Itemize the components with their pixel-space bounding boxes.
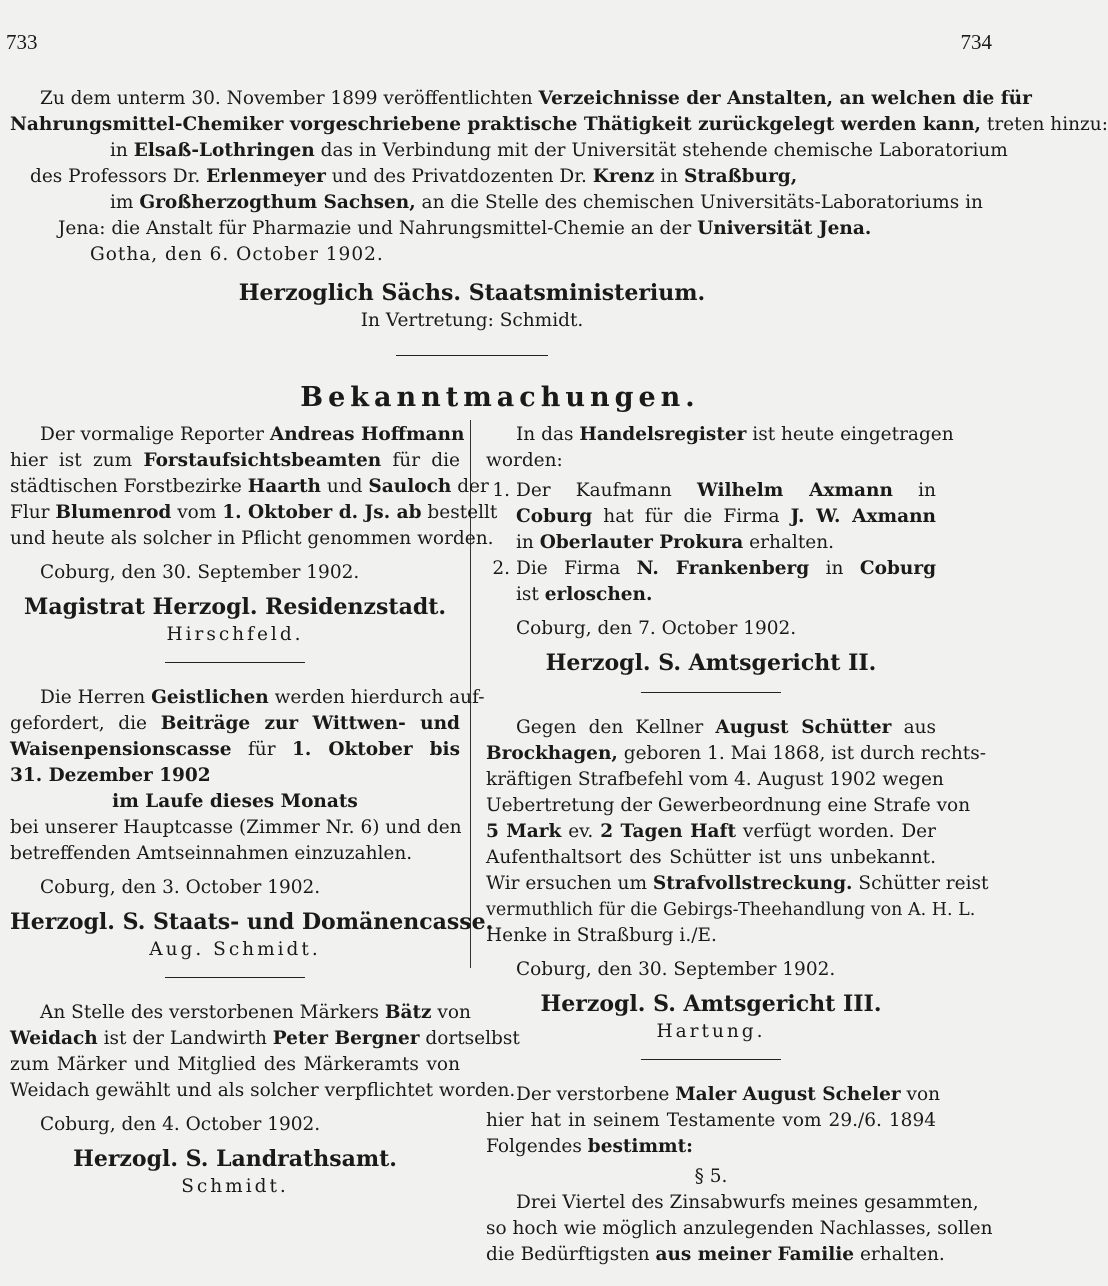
notice-line: hier ist zum Forstaufsichtsbeamten für die — [10, 450, 461, 471]
notice-line: In das Handelsregister ist heute eingetragen — [516, 424, 954, 445]
notice-line: Die Herren Geistlichen werden hierdurch auf- — [40, 687, 485, 708]
signer: Hartung. — [656, 1021, 766, 1042]
right-column — [486, 422, 993, 1280]
signer: Aug. Schmidt. — [149, 939, 321, 960]
separator — [165, 977, 305, 978]
signature: Herzogl. S. Staats- und Domänencasse. — [10, 909, 494, 935]
top-notice — [10, 86, 1108, 334]
signature: Herzogl. S. Amtsgericht II. — [545, 650, 877, 676]
notice-line: hier hat in seinem Testamente vom 29./6. 1894 — [486, 1110, 936, 1131]
notice-line: bei unserer Hauptcasse (Zimmer Nr. 6) und den — [10, 817, 462, 838]
notice-line: Aufenthaltsort des Schütter ist uns unbekannt. — [486, 847, 936, 868]
separator — [165, 662, 305, 663]
notice-line: kräftigen Strafbefehl vom 4. August 1902 wegen — [486, 769, 944, 790]
notice-forstaufsicht — [10, 422, 498, 648]
top-dateline: Gotha, den 6. October 1902. — [90, 244, 384, 265]
signer: Hirschfeld. — [166, 624, 304, 645]
page-number-left: 733 — [6, 30, 38, 54]
top-p2-line-1: im Großherzogthum Sachsen, an die Stelle des chemischen Universitäts-Laboratoriums in — [110, 192, 983, 213]
notice-line: Henke in Straßburg i./E. — [486, 925, 717, 946]
dateline: Coburg, den 30. September 1902. — [516, 959, 836, 980]
top-intro-line-1: Zu dem unterm 30. November 1899 veröffentlichten Verzeichnisse der Anstalten, an welchen die für — [40, 88, 1032, 109]
notice-line: städtischen Forstbezirke Haarth und Sauloch der — [10, 476, 489, 497]
separator — [641, 692, 781, 693]
notice-line: Der vormalige Reporter Andreas Hoffmann — [40, 424, 465, 445]
notice-beitraege — [10, 685, 494, 963]
notice-line: Drei Viertel des Zinsabwurfs meines gesammten, — [516, 1192, 979, 1213]
notice-line: Weidach ist der Landwirth Peter Bergner dortselbst — [10, 1028, 520, 1049]
top-signer: In Vertretung: Schmidt. — [360, 310, 584, 331]
notice-line: in Oberlauter Prokura erhalten. — [516, 532, 835, 553]
notice-line: Coburg hat für die Firma J. W. Axmann — [516, 506, 936, 527]
dateline: Coburg, den 7. October 1902. — [516, 618, 797, 639]
notice-line: Gegen den Kellner August Schütter aus — [516, 717, 937, 738]
page-number-right: 734 — [960, 30, 992, 54]
section-number: § 5. — [694, 1166, 728, 1187]
separator — [641, 1059, 781, 1060]
notice-line: Uebertretung der Gewerbeordnung eine Strafe von — [486, 795, 971, 816]
notice-line: Waisenpensionscasse für 1. Oktober bis — [10, 739, 460, 760]
notice-line: im Laufe dieses Monats — [112, 791, 358, 812]
notice-line: die Bedürftigsten aus meiner Familie erhalten. — [486, 1244, 945, 1265]
notice-line: Folgendes bestimmt: — [486, 1136, 693, 1157]
signer: Schmidt. — [181, 1176, 289, 1197]
top-p1-line-2: des Professors Dr. Erlenmeyer und des Privatdozenten Dr. Krenz in Straßburg, — [30, 166, 798, 187]
dateline: Coburg, den 4. October 1902. — [40, 1114, 321, 1135]
dateline: Coburg, den 3. October 1902. — [40, 877, 321, 898]
notice-line: Flur Blumenrod vom 1. Oktober d. Js. ab bestellt — [10, 502, 498, 523]
notice-line: und heute als solcher in Pflicht genommen worden. — [10, 528, 494, 549]
top-intro-line-2: Nahrungsmittel-Chemiker vorgeschriebene praktische Thätigkeit zurückgelegt werden kann, treten hinzu: — [10, 114, 1108, 135]
list-item-text: Die Firma N. Frankenberg in Coburg — [516, 558, 937, 579]
list-item-text: Der Kaufmann Wilhelm Axmann in — [516, 480, 936, 501]
notice-maerker — [10, 1000, 520, 1200]
signature: Magistrat Herzogl. Residenzstadt. — [23, 594, 447, 620]
notice-scheler — [486, 1082, 993, 1268]
notice-line: Wir ersuchen um Strafvollstreckung. Schütter reist — [486, 873, 989, 894]
notice-line: ist erloschen. — [516, 584, 653, 605]
list-item: 1. Der Kaufmann Wilhelm Axmann in — [486, 478, 936, 504]
section-heading: Bekanntmachungen. — [300, 382, 700, 413]
notice-line: worden: — [486, 450, 563, 471]
notice-handelsregister — [486, 422, 954, 678]
notice-schuetter — [486, 715, 989, 1045]
notice-line: 5 Mark ev. 2 Tagen Haft verfügt worden. Der — [486, 821, 936, 842]
notice-line: betreffenden Amtseinnahmen einzuzahlen. — [10, 843, 413, 864]
notice-line: Weidach gewählt und als solcher verpflichtet worden. — [10, 1080, 516, 1101]
left-column — [10, 422, 520, 1212]
notice-line: so hoch wie möglich anzulegenden Nachlasses, sollen — [486, 1218, 993, 1239]
notice-line: An Stelle des verstorbenen Märkers Bätz von — [40, 1002, 471, 1023]
list-item: 2. Die Firma N. Frankenberg in Coburg — [486, 556, 936, 582]
signature: Herzogl. S. Landrathsamt. — [73, 1146, 397, 1172]
top-p1-line-1: in Elsaß-Lothringen das in Verbindung mit der Universität stehende chemische Laboratorium — [110, 140, 1008, 161]
top-signature: Herzoglich Sächs. Staatsministerium. — [238, 280, 706, 306]
top-p2-line-2: Jena: die Anstalt für Pharmazie und Nahrungsmittel-Chemie an der Universität Jena. — [58, 218, 872, 239]
divider-rule — [396, 355, 548, 356]
notice-line: gefordert, die Beiträge zur Wittwen- und — [10, 713, 460, 734]
dateline: Coburg, den 30. September 1902. — [40, 562, 360, 583]
notice-line: Der verstorbene Maler August Scheler von — [516, 1084, 941, 1105]
notice-line: vermuthlich für die Gebirgs-Theehandlung von A. H. L. — [486, 900, 976, 920]
signature: Herzogl. S. Amtsgericht III. — [540, 991, 882, 1017]
notice-line: zum Märker und Mitglied des Märkeramts von — [10, 1054, 460, 1075]
notice-line: Brockhagen, geboren 1. Mai 1868, ist durch rechts- — [486, 743, 986, 764]
notice-line: 31. Dezember 1902 — [10, 765, 211, 786]
